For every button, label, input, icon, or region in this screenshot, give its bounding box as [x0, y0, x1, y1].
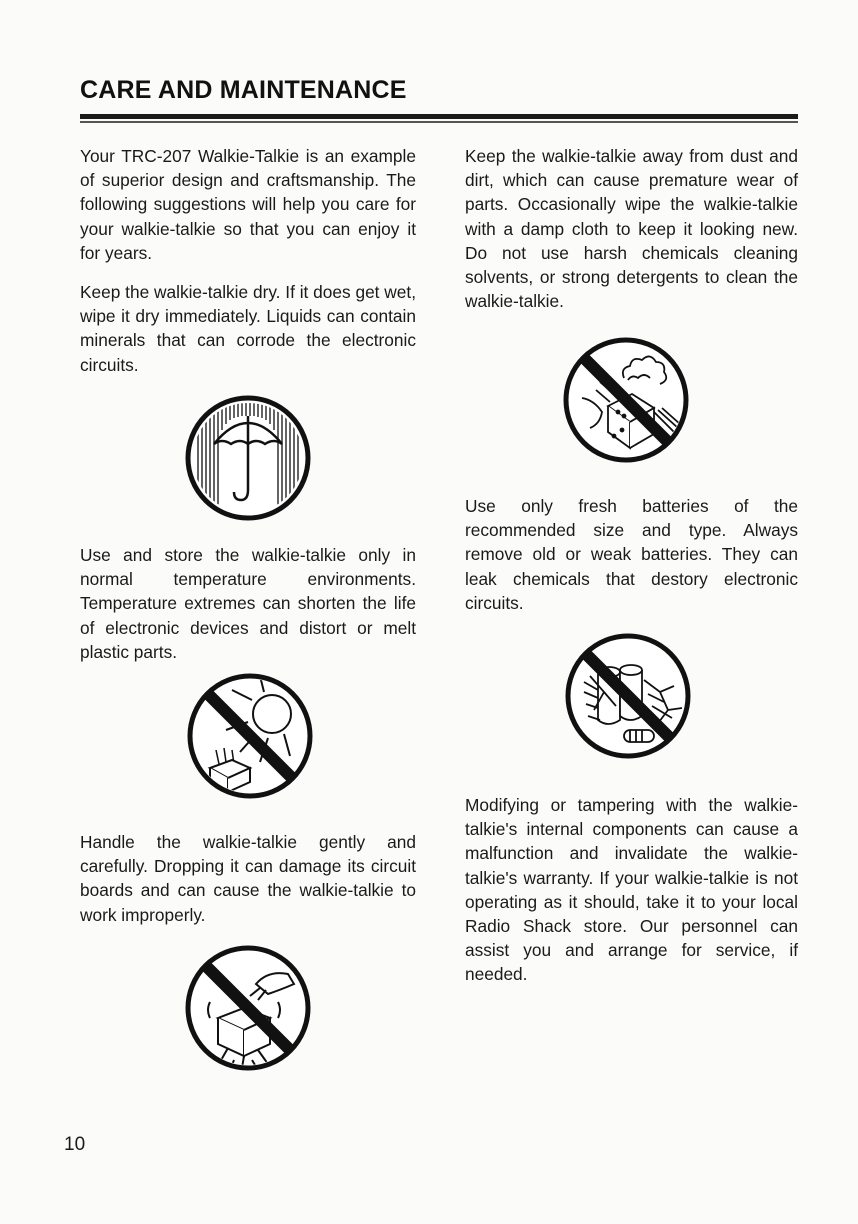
page-number: 10 [64, 1134, 86, 1155]
tampering-paragraph: Modifying or tampering with the walkie-talkie's internal components can cause a malfunction and invalidate the walkie-talkie's warranty. If your walkie-talkie is not operating as it should, take it to your local Radio Shack store. Our personnel can assist you and arrange for service, if needed. [465, 795, 798, 985]
intro-paragraph: Your TRC-207 Walkie-Talkie is an example of superior design and craftsmanship. The following suggestions will help you care for your walkie-talkie so that you can enjoy it for years. [80, 146, 416, 263]
page-title: CARE AND MAINTENANCE [80, 76, 407, 104]
no-dust-icon [562, 336, 690, 464]
batteries-paragraph: Use only fresh batteries of the recommended size and type. Always remove old or weak batteries. They can leak chemicals that destory electronic circuits. [465, 496, 798, 613]
keep-dry-paragraph: Keep the walkie-talkie dry. If it does get wet, wipe it dry immediately. Liquids can contain minerals that can corrode the electronic circuits. [80, 282, 416, 375]
title-rule [80, 114, 798, 119]
no-heat-sun-icon [186, 672, 314, 800]
dust-dirt-paragraph: Keep the walkie-talkie away from dust and dirt, which can cause premature wear of parts. Occasionally wipe the walkie-talkie with a damp cloth to keep it looking new. Do not use harsh chemicals cleaning solvents, or strong detergents to clean the walkie-talkie. [465, 146, 798, 312]
umbrella-rain-icon [184, 394, 312, 522]
temperature-paragraph: Use and store the walkie-talkie only in normal temperature environments. Temperature extremes can shorten the life of electronic devices and distort or melt plastic parts. [80, 545, 416, 662]
handle-gently-paragraph: Handle the walkie-talkie gently and carefully. Dropping it can damage its circuit boards and can cause the walkie-talkie to work improperly. [80, 832, 416, 925]
no-drop-icon [184, 944, 312, 1072]
no-leaking-batteries-icon [564, 632, 692, 760]
title-rule-thin [80, 121, 798, 123]
